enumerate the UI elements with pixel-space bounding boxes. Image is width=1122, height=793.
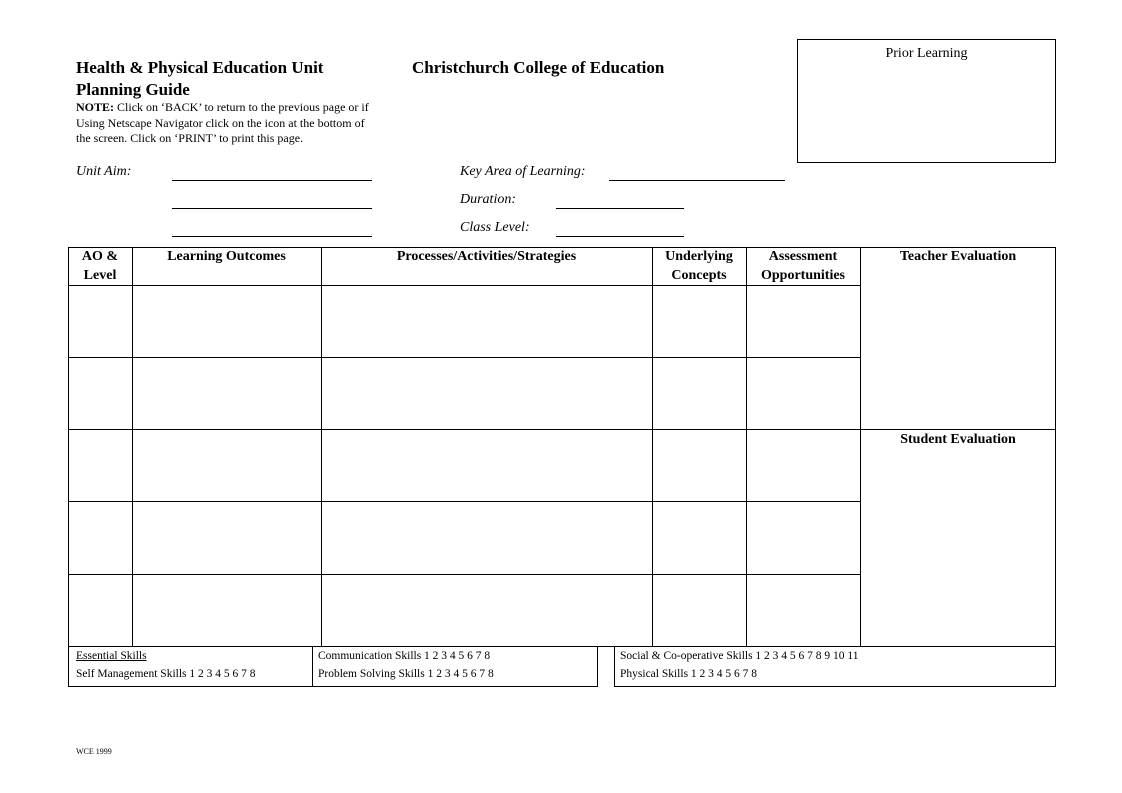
title-line-1: Health & Physical Education Unit — [76, 58, 324, 77]
processes-header: Processes/Activities/Strategies — [396, 249, 577, 264]
class-level-label: Class Level: — [460, 220, 530, 235]
col-divider — [321, 247, 322, 647]
unit-aim-line-1[interactable] — [172, 180, 372, 181]
unit-aim-label: Unit Aim: — [76, 164, 132, 179]
duration-line[interactable] — [556, 208, 684, 209]
row-divider — [68, 357, 860, 358]
duration-label: Duration: — [460, 192, 516, 207]
physical-skills: Physical Skills 1 2 3 4 5 6 7 8 — [620, 668, 758, 680]
note-label: NOTE: — [76, 100, 115, 114]
assessment-header-line-2: Opportunities — [760, 268, 845, 283]
assessment-header — [746, 247, 860, 285]
row-divider — [68, 285, 860, 286]
self-management-skills: Self Management Skills 1 2 3 4 5 6 7 8 — [76, 668, 256, 680]
note-line-1: Click on ‘BACK’ to return to the previous page or if — [114, 100, 369, 114]
skills-divider — [312, 647, 313, 687]
underlying-concepts-header-line-1: Underlying — [665, 249, 733, 264]
col-divider — [132, 247, 133, 647]
student-evaluation-header: Student Evaluation — [900, 432, 1016, 447]
footer-code: WCE 1999 — [76, 747, 112, 756]
underlying-concepts-header-line-2: Concepts — [671, 268, 727, 283]
unit-aim-line-3[interactable] — [172, 236, 372, 237]
title-line-2: Planning Guide — [76, 80, 190, 99]
note — [76, 100, 416, 147]
unit-aim-line-2[interactable] — [172, 208, 372, 209]
ao-level-header-line-2: Level — [83, 268, 117, 283]
ao-level-header-line-1: AO & — [81, 249, 119, 264]
col-divider — [746, 247, 747, 647]
teacher-evaluation-header: Teacher Evaluation — [899, 249, 1017, 264]
problem-solving-skills: Problem Solving Skills 1 2 3 4 5 6 7 8 — [318, 668, 494, 680]
prior-learning-label: Prior Learning — [885, 46, 968, 61]
row-divider — [68, 501, 860, 502]
class-level-line[interactable] — [556, 236, 684, 237]
prior-learning-box[interactable] — [797, 39, 1056, 163]
col-divider — [652, 247, 653, 647]
row-divider — [68, 574, 860, 575]
learning-outcomes-header: Learning Outcomes — [167, 249, 286, 264]
essential-skills-label: Essential Skills — [76, 650, 147, 662]
note-line-2: Using Netscape Navigator click on the icon at the bottom of — [76, 115, 365, 130]
ao-level-header — [68, 247, 132, 285]
college-name: Christchurch College of Education — [412, 58, 665, 77]
communication-skills: Communication Skills 1 2 3 4 5 6 7 8 — [318, 650, 491, 662]
social-cooperative-skills: Social & Co-operative Skills 1 2 3 4 5 6 7 8 9 10 11 — [620, 650, 859, 662]
underlying-concepts-header — [652, 247, 746, 285]
assessment-header-line-1: Assessment — [768, 249, 838, 264]
key-area-label: Key Area of Learning: — [460, 164, 586, 179]
note-line-3: the screen. Click on ‘PRINT’ to print this page. — [76, 131, 304, 145]
key-area-line[interactable] — [609, 180, 785, 181]
